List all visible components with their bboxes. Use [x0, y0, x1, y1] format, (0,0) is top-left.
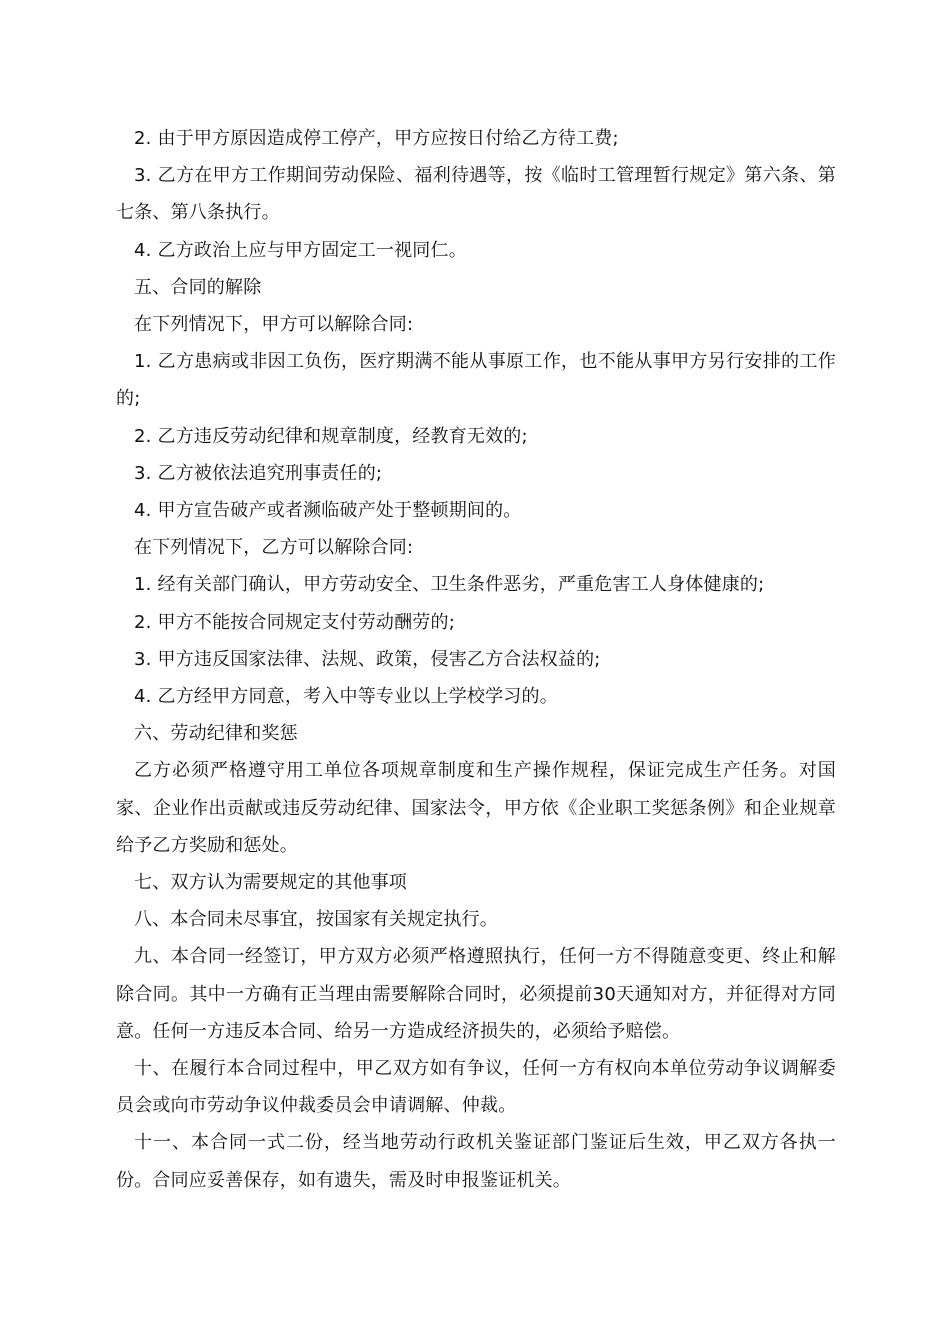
paragraph: 十、在履行本合同过程中，甲乙双方如有争议，任何一方有权向本单位劳动争议调解委员会或向市劳动争议仲裁委员会申请调解、仲裁。: [116, 1058, 836, 1117]
document-page: [116, 120, 836, 1199]
paragraph: 在下列情况下，乙方可以解除合同:: [134, 537, 414, 559]
paragraph: 4. 乙方经甲方同意，考入中等专业以上学校学习的。: [134, 686, 558, 708]
paragraph: 2. 甲方不能按合同规定支付劳动酬劳的;: [134, 611, 455, 633]
paragraph: 十一、本合同一式二份，经当地劳动行政机关鉴证部门鉴证后生效，甲乙双方各执一份。合同应妥善保存，如有遗失，需及时申报鉴证机关。: [116, 1132, 836, 1191]
section-heading: 六、劳动纪律和奖惩: [134, 723, 298, 745]
paragraph: 1. 乙方患病或非因工负伤，医疗期满不能从事原工作，也不能从事甲方另行安排的工作的;: [116, 351, 836, 410]
paragraph: 九、本合同一经签订，甲方双方必须严格遵照执行，任何一方不得随意变更、终止和解除合同。其中一方确有正当理由需要解除合同时，必须提前30天通知对方，并征得对方同意。任何一方违反本合同、给另一方造成经济损失的，必须给予赔偿。: [116, 946, 836, 1042]
paragraph: 3. 乙方被依法追究刑事责任的;: [134, 462, 383, 484]
paragraph: 4. 乙方政治上应与甲方固定工一视同仁。: [134, 239, 467, 261]
paragraph: 1. 经有关部门确认，甲方劳动安全、卫生条件恶劣，严重危害工人身体健康的;: [134, 574, 765, 596]
paragraph: 3. 甲方违反国家法律、法规、政策，侵害乙方合法权益的;: [134, 648, 601, 670]
section-heading: 五、合同的解除: [134, 276, 262, 298]
paragraph: 在下列情况下，甲方可以解除合同:: [134, 314, 414, 336]
section-heading: 八、本合同未尽事宜，按国家有关规定执行。: [134, 909, 498, 931]
paragraph: 3. 乙方在甲方工作期间劳动保险、福利待遇等，按《临时工管理暂行规定》第六条、第七条、第八条执行。: [116, 165, 836, 224]
paragraph: 2. 乙方违反劳动纪律和规章制度，经教育无效的;: [134, 425, 528, 447]
section-heading: 七、双方认为需要规定的其他事项: [134, 872, 407, 894]
paragraph: 2. 由于甲方原因造成停工停产，甲方应按日付给乙方待工费;: [134, 128, 619, 149]
paragraph: 乙方必须严格遵守用工单位各项规章制度和生产操作规程，保证完成生产任务。对国家、企业作出贡献或违反劳动纪律、国家法令，甲方依《企业职工奖惩条例》和企业规章给予乙方奖励和惩处。: [116, 760, 836, 856]
paragraph: 4. 甲方宣告破产或者濒临破产处于整顿期间的。: [134, 500, 522, 522]
